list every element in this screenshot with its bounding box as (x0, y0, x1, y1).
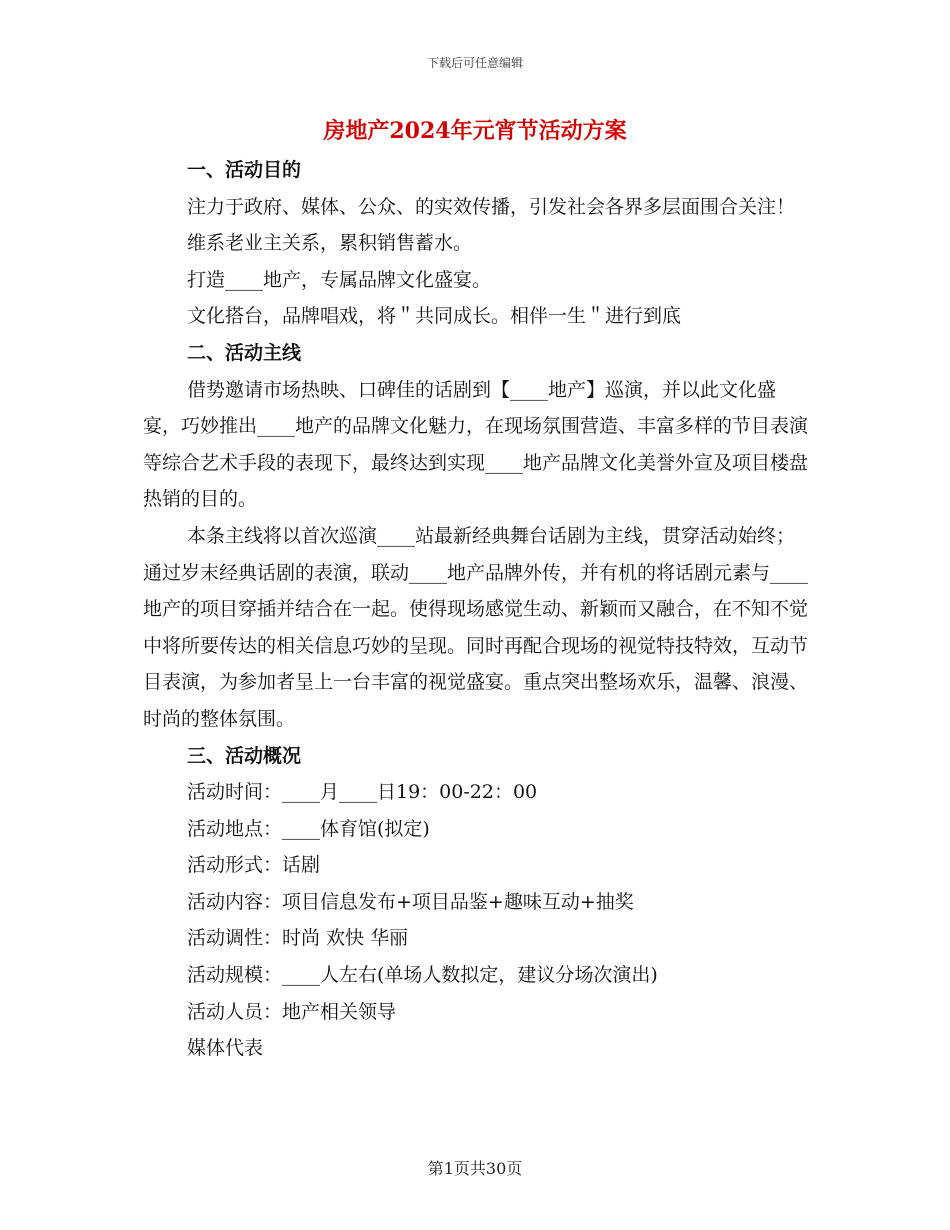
paragraph: 活动人员：地产相关领导 (187, 1000, 397, 1023)
paragraph: 媒体代表 (187, 1037, 264, 1060)
paragraph: 维系老业主关系，累积销售蓄水。 (187, 232, 473, 255)
paragraph: 活动规模：____人左右(单场人数拟定，建议分场次演出) (187, 964, 658, 987)
paragraph: 注力于政府、媒体、公众、的实效传播，引发社会各界多层面围合关注！ (187, 195, 796, 218)
section-heading-purpose: 一、活动目的 (187, 159, 302, 181)
paragraph: 活动时间：____月____日19：00-22：00 (187, 781, 538, 804)
page-number: 第1页共30页 (427, 1159, 523, 1178)
section-heading-overview: 三、活动概况 (187, 744, 302, 767)
section-heading-mainline: 二、活动主线 (187, 341, 302, 364)
paragraph: 文化搭台，品牌唱戏，将＂共同成长。相伴一生＂进行到底 (187, 305, 682, 328)
document-body (143, 152, 808, 1067)
header-note: 下载后可任意编辑 (426, 56, 523, 70)
paragraph: 活动地点：____体育馆(拟定) (187, 817, 430, 840)
paragraph: 本条主线将以首次巡演____站最新经典舞台话剧为主线，贯穿活动始终；通过岁末经典话剧的表演，联动____地产品牌外传，并有机的将话剧元素与____地产的项目穿插并结合在一起。使得现场感觉生动、新颖而又融合，在不知不觉中将所要传达的相关信息巧妙的呈现。同时再配合现场的视觉特技特效，互动节目表演，为参加者呈上一台丰富的视觉盛宴。重点突出整场欢乐，温馨、浪漫、时尚的整体氛围。 (143, 524, 809, 730)
paragraph: 活动形式：话剧 (187, 854, 321, 877)
paragraph: 活动调性：时尚 欢快 华丽 (187, 927, 409, 950)
paragraph: 打造____地产，专属品牌文化盛宴。 (187, 268, 492, 291)
paragraph: 借势邀请市场热映、口碑佳的话剧到【____地产】巡演，并以此文化盛宴，巧妙推出____地产的品牌文化魅力，在现场氛围营造、丰富多样的节目表演等综合艺术手段的表现下，最终达到实现____地产品牌文化美誉外宣及项目楼盘热销的目的。 (143, 378, 809, 511)
document-title: 房地产2024年元宵节活动方案 (323, 118, 627, 144)
paragraph: 活动内容：项目信息发布+项目品鉴+趣味互动+抽奖 (187, 890, 634, 913)
